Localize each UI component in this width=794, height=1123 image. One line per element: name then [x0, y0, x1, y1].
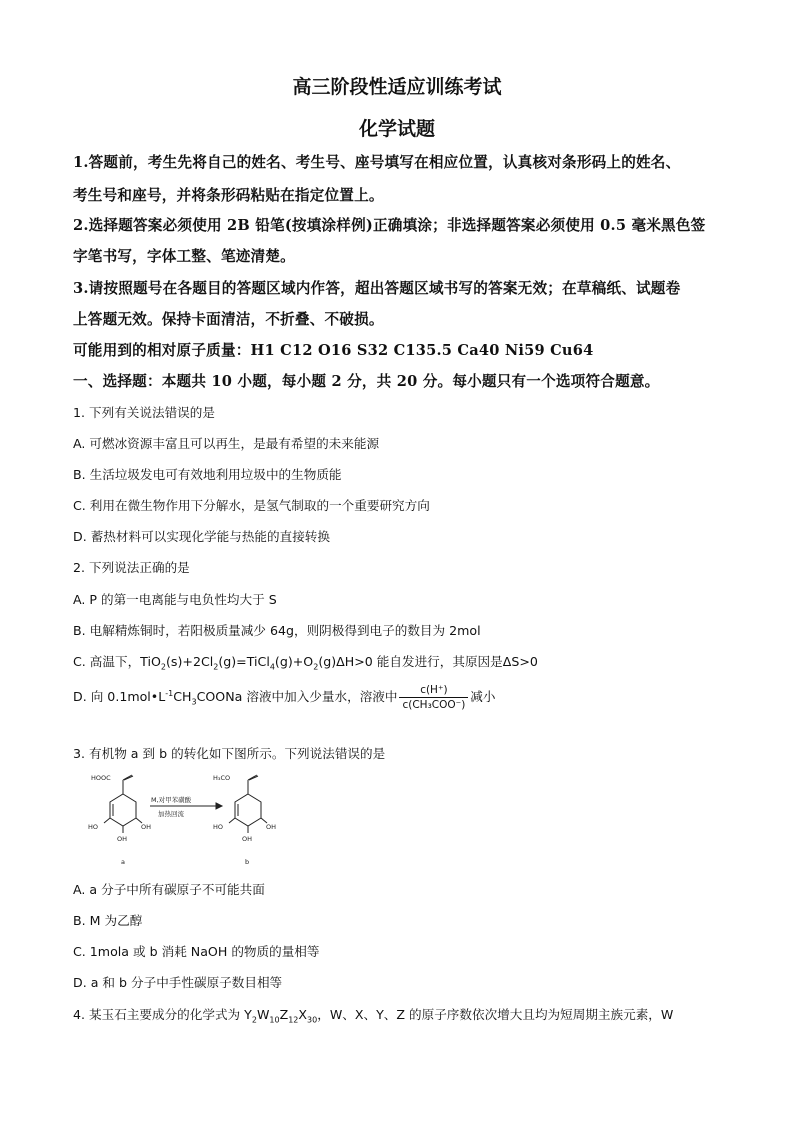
exam-title: 高三阶段性适应训练考试: [292, 76, 502, 98]
exam-subject: 化学试题: [358, 118, 435, 140]
q1-option-b: B. 生活垃圾发电可有效地利用垃圾中的生物质能: [73, 467, 342, 482]
b-oh-right-label: OH: [266, 823, 277, 831]
instruction-line-3: 2.选择题答案必须使用 2B 铅笔(按填涂样例)正确填涂；非选择题答案必须使用 0.5 毫米黑色签: [73, 217, 706, 234]
atomic-masses: 可能用到的相对原子质量：H1 C12 O16 S32 C135.5 Ca40 Ni59 Cu64: [73, 342, 594, 359]
q2-option-b: B. 电解精炼铜时，若阳极质量减少 64g，则阴极得到电子的数目为 2mol: [73, 623, 481, 638]
instruction-line-2: 考生号和座号，并将条形码粘贴在指定位置上。: [73, 187, 384, 204]
instruction-line-5: 3.请按照题号在各题目的答题区域内作答，超出答题区域书写的答案无效；在草稿纸、试题卷: [73, 280, 681, 297]
q2-stem: 2. 下列说法正确的是: [73, 560, 190, 575]
reagent-top-label: M,对甲苯磺酸: [151, 796, 192, 804]
q3-option-d: D. a 和 b 分子中手性碳原子数目相等: [73, 975, 283, 990]
section-heading: 一、选择题：本题共 10 小题，每小题 2 分，共 20 分。每小题只有一个选项符合题意。: [73, 373, 660, 390]
a-oh-right-label: OH: [141, 823, 152, 831]
q1-option-d: D. 蓄热材料可以实现化学能与热能的直接转换: [73, 529, 330, 544]
reaction-scheme-figure: [88, 768, 388, 878]
instruction-line-4: 字笔书写，字体工整、笔迹清楚。: [73, 248, 295, 265]
q3-option-a: A. a 分子中所有碳原子不可能共面: [73, 882, 265, 897]
q1-option-a: A. 可燃冰资源丰富且可以再生，是最有希望的未来能源: [73, 436, 380, 451]
b-oh-bottom-label: OH: [242, 835, 253, 843]
b-ester-label: H₃CO: [213, 774, 231, 782]
b-ho-label: HO: [213, 823, 224, 831]
q2-option-c: C. 高温下，$TiO_2(s)+2Cl_2(g)=TiCl_4(g)+O_2(g)\Delta H>0$ 能自发进行，其原因是ΔS>0: [73, 654, 538, 672]
concentration-ratio-fraction: $\frac{c(H^+)}{\text{c(CH₃COO⁻)}}$: [399, 684, 468, 711]
q3-option-b: B. M 为乙醇: [73, 913, 143, 928]
a-carboxyl-label: HOOC: [91, 774, 111, 782]
molecule-b-label: b: [245, 858, 250, 866]
q1-option-c: C. 利用在微生物作用下分解水，是氢气制取的一个重要研究方向: [73, 498, 430, 513]
q2-option-a: A. P 的第一电离能与电负性均大于 S: [73, 592, 277, 607]
q2-option-d: D. 向 $0.1mol•L^{-1}CH_3COONa$ 溶液中加入少量水，溶液中 $\frac{c(H^+)}{\text{c(CH₃COO⁻)}}$ 减小: [73, 684, 496, 711]
q3-stem: 3. 有机物 a 到 b 的转化如下图所示。下列说法错误的是: [73, 746, 386, 761]
q4-stem: 4. 某玉石主要成分的化学式为 $Y_2W_{10}Z_{12}X_{30}$，W、X、Y、Z 的原子序数依次增大且均为短周期主族元素，W: [73, 1007, 674, 1025]
reagent-bottom-label: 加热回流: [158, 810, 184, 818]
molecule-a-label: a: [121, 858, 125, 866]
instruction-line-1: 1.答题前，考生先将自己的姓名、考生号、座号填写在相应位置，认真核对条形码上的姓名、: [73, 154, 681, 171]
instruction-line-6: 上答题无效。保持卡面清洁，不折叠、不破损。: [73, 311, 384, 328]
a-ho-label: HO: [88, 823, 99, 831]
a-oh-bottom-label: OH: [117, 835, 128, 843]
q3-option-c: C. 1mola 或 b 消耗 NaOH 的物质的量相等: [73, 944, 320, 959]
q1-stem: 1. 下列有关说法错误的是: [73, 405, 215, 420]
